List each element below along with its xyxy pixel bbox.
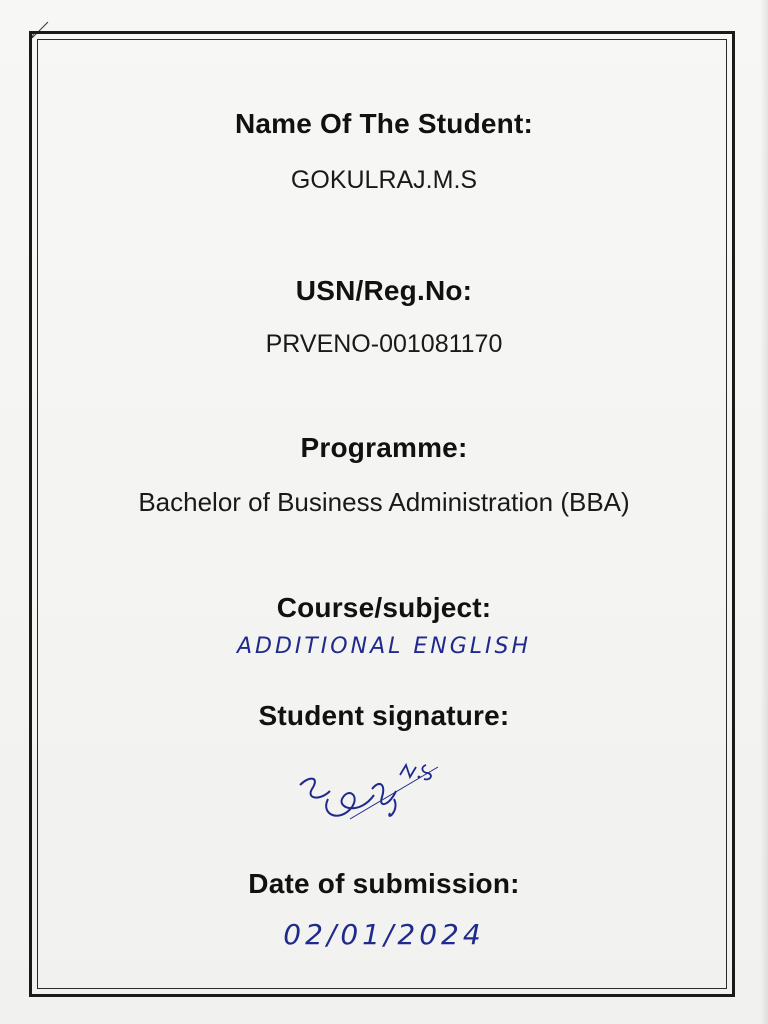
programme-heading: Programme: (300, 432, 468, 463)
usn-value: PRVENO-001081170 (265, 330, 503, 358)
programme-value: Bachelor of Business Administration (BBA) (138, 487, 630, 517)
name-heading: Name Of The Student: (234, 108, 533, 139)
course-value: ADDITIONAL ENGLISH (236, 634, 532, 659)
student-signature (290, 755, 440, 835)
date-heading: Date of submission: (248, 868, 520, 899)
student-name: GOKULRAJ.M.S (290, 166, 478, 194)
usn-heading: USN/Reg.No: (295, 275, 473, 306)
submission-date: 02/01/2024 (283, 918, 485, 951)
signature-heading: Student signature: (258, 700, 510, 731)
course-heading: Course/subject: (276, 592, 492, 623)
